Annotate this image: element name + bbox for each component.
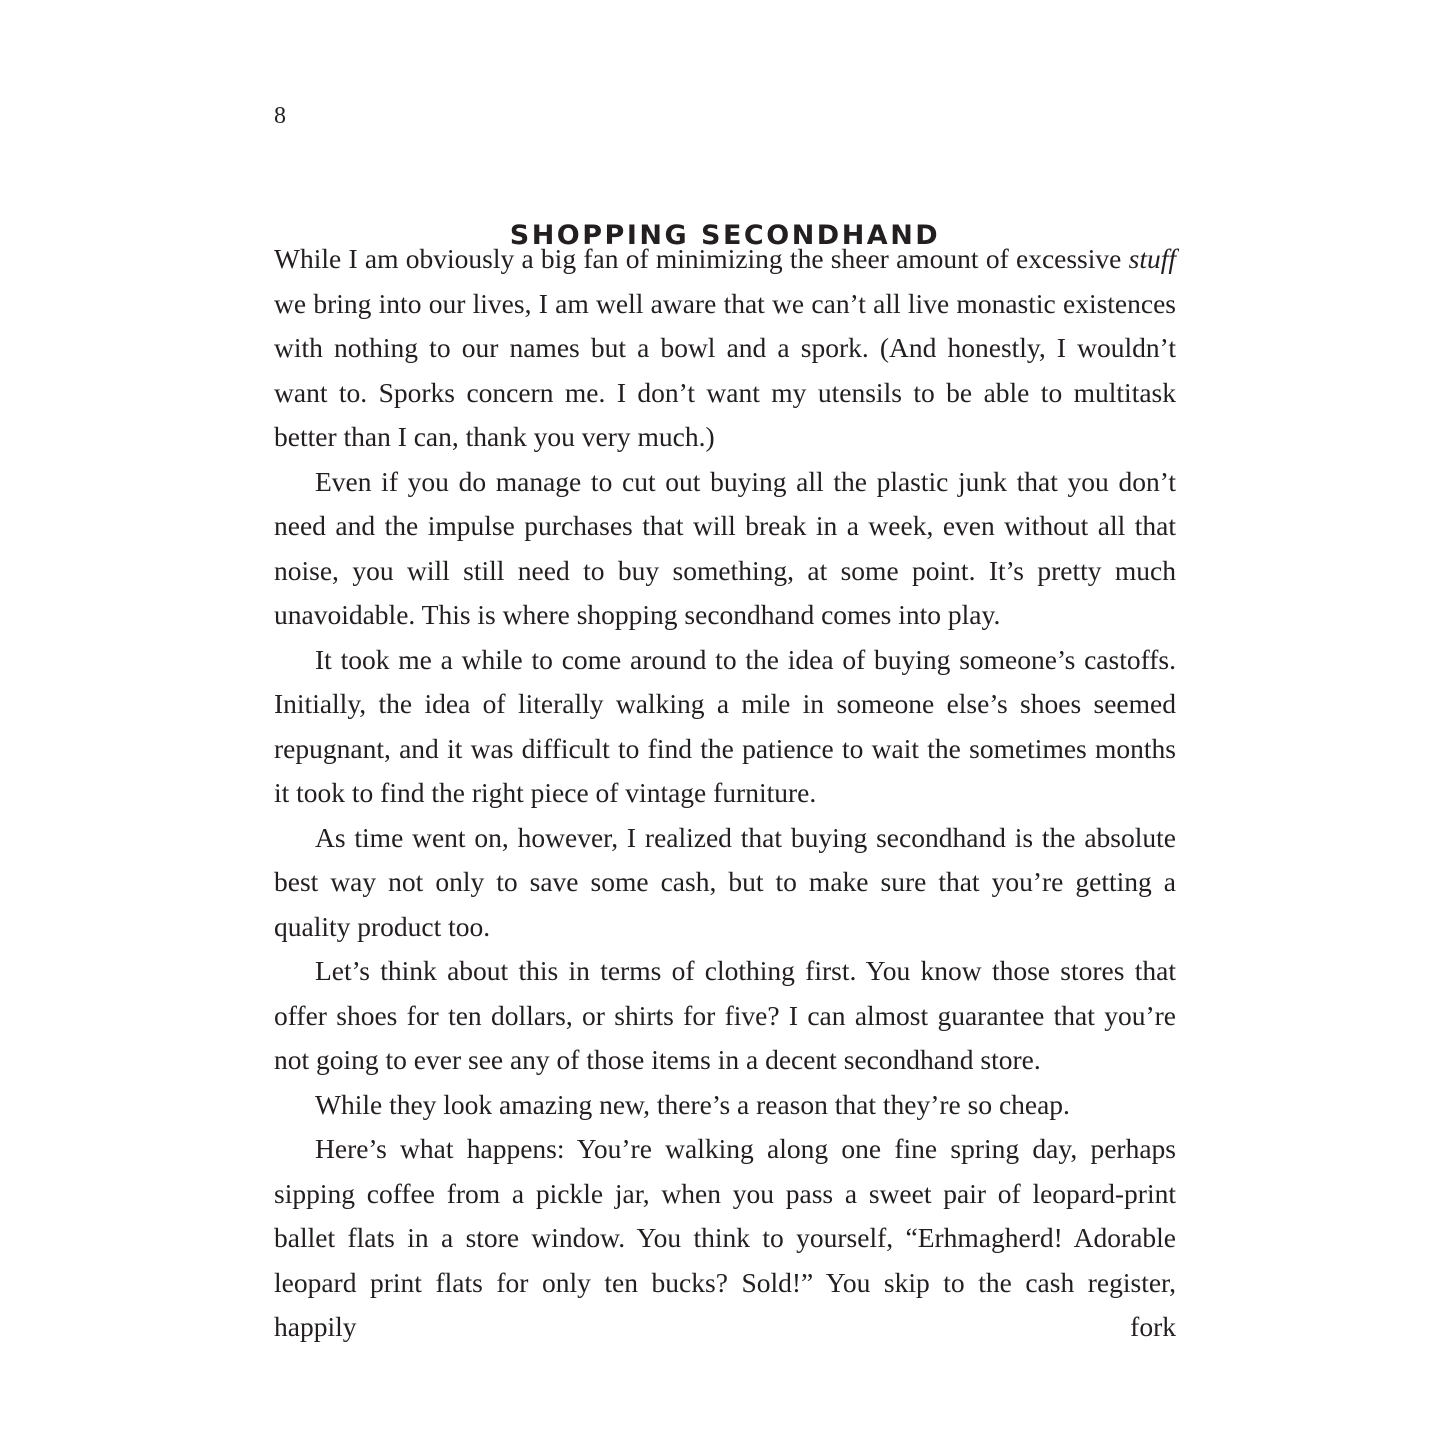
paragraph-text: While I am obviously a big fan of minimizing the sheer amount of excessive — [274, 243, 1129, 274]
paragraph: Even if you do manage to cut out buying all the plastic junk that you don’t need and the impulse purchases that will break in a week, even without all that noise, you will still need to buy something, at some point. It’s pretty much unavoidable. This is where shopping secondhand comes into play. — [274, 465, 1176, 630]
body-text — [274, 237, 1176, 1350]
paragraph: It took me a while to come around to the idea of buying someone’s castoffs. Initially, the idea of literally walking a mile in someone else’s shoes seemed repugnant, and it was difficult to find the patience to wait the sometimes months it took to find the right piece of vintage furniture. — [274, 643, 1176, 808]
emphasized-word: stuff — [1128, 243, 1176, 274]
paragraph-text: we bring into our lives, I am well aware that we can’t all live monastic existences with nothing to our names but a bowl and a spork. (And honestly, I wouldn’t want to. Sporks concern me. I don’t want my utensils to be able to multitask better than I can, thank you very much.) — [274, 287, 1176, 452]
paragraph: While they look amazing new, there’s a reason that they’re so cheap. — [315, 1088, 1070, 1120]
section-heading: SHOPPING SECONDHAND — [509, 220, 941, 252]
paragraph: Here’s what happens: You’re walking along one fine spring day, perhaps sipping coffee from a pickle jar, when you pass a sweet pair of leopard-print ballet flats in a store window. You think to yourself, “Erhmagherd! Adorable leopard print flats for only ten bucks? Sold!” You skip to the cash register, happily fork — [274, 1133, 1176, 1342]
paragraph: As time went on, however, I realized that buying secondhand is the absolute best way not only to save some cash, but to make sure that you’re getting a quality product too. — [274, 821, 1176, 942]
paragraph: Let’s think about this in terms of clothing first. You know those stores that offer shoes for ten dollars, or shirts for five? I can almost guarantee that you’re not going to ever see any of those items in a decent secondhand store. — [274, 955, 1176, 1075]
paragraph — [274, 237, 1176, 460]
page-number: 8 — [274, 103, 286, 129]
